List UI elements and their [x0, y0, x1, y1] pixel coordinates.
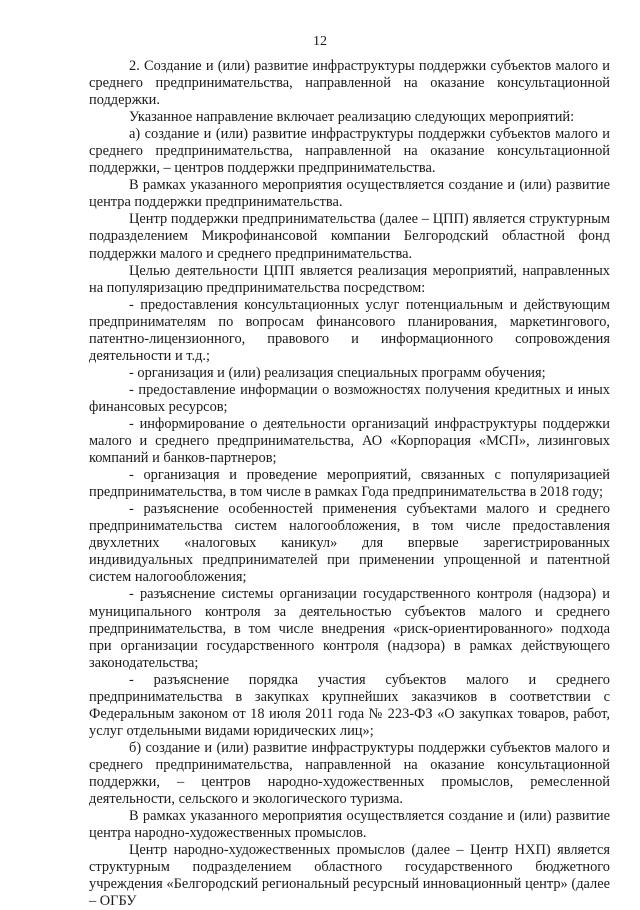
paragraph: б) создание и (или) развитие инфраструктуры поддержки субъектов малого и среднего предпринимательства, направленной на оказание консультационной поддержки, – центров народно-художественных промыслов, ремесленной деятельности, сельского и экологического туризма.: [89, 739, 610, 808]
list-item: - организация и (или) реализация специальных программ обучения;: [129, 364, 546, 381]
list-item: - предоставление информации о возможностях получения кредитных и иных финансовых ресурсов;: [89, 381, 610, 415]
list-item: - разъяснение системы организации государственного контроля (надзора) и муниципального контроля за деятельностью субъектов малого и среднего предпринимательства, в том числе внедрения «риск-ориентированного» подхода при организации государственного контроля (надзора) в рамках действующего законодательства;: [89, 586, 610, 671]
paragraph: Указанное направление включает реализацию следующих мероприятий:: [129, 109, 575, 126]
paragraph: В рамках указанного мероприятия осуществляется создание и (или) развитие центра поддержки предпринимательства.: [89, 177, 610, 211]
paragraph: а) создание и (или) развитие инфраструктуры поддержки субъектов малого и среднего предпринимательства, направленной на оказание консультационной поддержки, – центров поддержки предпринимательства.: [89, 126, 610, 177]
list-item: - информирование о деятельности организаций инфраструктуры поддержки малого и среднего предпринимательства, АО «Корпорация «МСП», лизинговых компаний и банков-партнеров;: [89, 415, 610, 467]
list-item: - разъяснение особенностей применения субъектами малого и среднего предпринимательства систем налогообложения, в том числе предоставления двухлетних «налоговых каникул» для впервые зарегистрированных индивидуальных предпринимателей при применении упрощенной и патентной систем налогообложения;: [89, 501, 610, 586]
paragraph: Центр поддержки предпринимательства (далее – ЦПП) является структурным подразделением Микрофинансовой компании Белгородский областной фонд поддержки малого и среднего предпринимательства.: [89, 211, 610, 262]
paragraph: Центр народно-художественных промыслов (далее – Центр НХП) является структурным подразделением областного государственного бюджетного учреждения «Белгородский региональный ресурсный инновационный центр» (далее – ОГБУ: [89, 842, 610, 910]
list-item: - разъяснение порядка участия субъектов малого и среднего предпринимательства в закупках крупнейших заказчиков в соответствии с Федеральным законом от 18 июля 2011 года № 223-ФЗ «О закупках товаров, работ, услуг отдельными видами юридических лиц»;: [89, 671, 610, 739]
page-number: 12: [313, 34, 327, 49]
document-body: [89, 58, 610, 910]
paragraph: В рамках указанного мероприятия осуществляется создание и (или) развитие центра народно-художественных промыслов.: [89, 808, 610, 842]
paragraph: Целью деятельности ЦПП является реализация мероприятий, направленных на популяризацию предпринимательства посредством:: [89, 262, 610, 296]
list-item: - предоставления консультационных услуг потенциальным и действующим предпринимателям по вопросам финансового планирования, маркетингового, патентно-лицензионного, правового и информационного сопровождения деятельности и т.д.;: [89, 296, 610, 364]
paragraph: 2. Создание и (или) развитие инфраструктуры поддержки субъектов малого и среднего предпринимательства, направленной на оказание консультационной поддержки.: [89, 58, 610, 109]
list-item: - организация и проведение мероприятий, связанных с популяризацией предпринимательства, в том числе в рамках Года предпринимательства в 2018 году;: [89, 467, 610, 501]
